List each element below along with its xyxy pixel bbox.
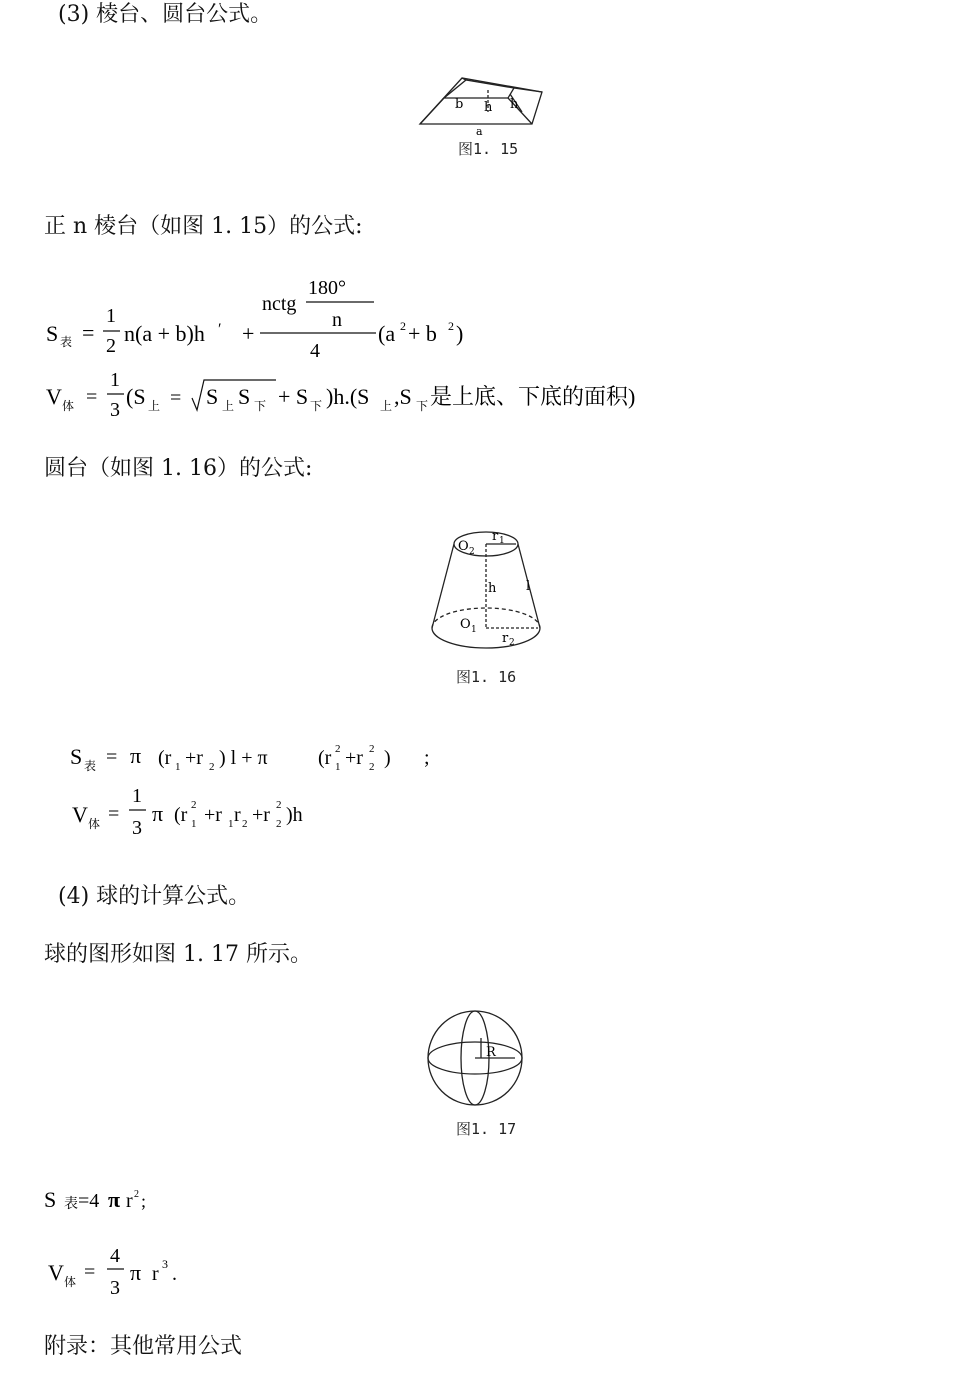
frac-num: 1 bbox=[132, 785, 142, 807]
pi: π bbox=[130, 1260, 142, 1285]
sym-S: S bbox=[46, 321, 59, 346]
plus-b: + b bbox=[408, 321, 437, 346]
r: r bbox=[152, 1263, 159, 1285]
fig17-R: R bbox=[486, 1045, 496, 1060]
sym-V: V bbox=[46, 384, 62, 409]
sub-biao: 表 bbox=[84, 759, 97, 773]
sym-V: V bbox=[72, 802, 88, 827]
sub-1: 1 bbox=[191, 818, 197, 830]
appendix-heading: 附录：其他常用公式 bbox=[44, 1334, 243, 1359]
sub-biao: 表 bbox=[60, 335, 73, 349]
sub-4: 2 bbox=[369, 761, 375, 773]
prism-body: n(a + b)h bbox=[124, 321, 205, 346]
plus-r: +r bbox=[185, 747, 203, 769]
prism-intro-text: 正 n 棱台（如图 1. 15）的公式: bbox=[44, 214, 363, 239]
close-h: )h bbox=[286, 804, 303, 826]
frac-num: 1 bbox=[106, 305, 116, 327]
comma-s: ,S bbox=[394, 384, 412, 409]
close2: ) bbox=[384, 747, 391, 769]
close-h: )h.(S bbox=[326, 384, 370, 409]
frac-den: 2 bbox=[106, 335, 116, 357]
area-note: 是上底、下底的面积) bbox=[430, 384, 636, 409]
prime: ′ bbox=[218, 321, 222, 338]
open-r2: (r bbox=[318, 747, 332, 769]
sub-2: 1 bbox=[228, 818, 234, 830]
sub-3: 2 bbox=[242, 818, 248, 830]
cone-area-formula bbox=[68, 736, 468, 780]
plus-r2: +r bbox=[345, 747, 363, 769]
fig16-o2-sub: 2 bbox=[469, 547, 475, 557]
rad-s1: S bbox=[206, 384, 219, 409]
fig16-o1: O bbox=[460, 617, 471, 632]
rad-sub1: 上 bbox=[222, 399, 235, 413]
top-num: 180° bbox=[308, 277, 346, 299]
sym-S: S bbox=[70, 744, 83, 769]
period: . bbox=[172, 1263, 177, 1285]
sub-4: 2 bbox=[276, 818, 282, 830]
sub-xia2: 下 bbox=[416, 399, 429, 413]
frac-den: 3 bbox=[110, 399, 120, 421]
sym-S: S bbox=[44, 1187, 57, 1212]
sym-V: V bbox=[48, 1260, 64, 1285]
four: 4 bbox=[310, 340, 320, 362]
frac-den: 3 bbox=[110, 1277, 120, 1299]
sup-4: 2 bbox=[276, 799, 282, 811]
plus: + bbox=[242, 321, 255, 346]
figure-1-15 bbox=[410, 68, 550, 164]
fig16-r1-sub: 1 bbox=[499, 536, 505, 546]
eq: = bbox=[86, 386, 98, 408]
sub-shang: 上 bbox=[148, 399, 161, 413]
n-den: n bbox=[332, 309, 342, 331]
fig15-label-a: a bbox=[476, 125, 483, 138]
eq: = bbox=[108, 803, 120, 825]
figure-caption: 图1. 15 bbox=[458, 140, 519, 158]
figure-1-16 bbox=[420, 524, 550, 692]
fig16-r2-sub: 2 bbox=[509, 638, 515, 648]
sub-2: 2 bbox=[209, 761, 215, 773]
open-r: (r bbox=[158, 747, 172, 769]
fig16-o2: O bbox=[458, 539, 469, 554]
fig16-h: h bbox=[488, 581, 497, 596]
section-heading-sphere: (4) 球的计算公式。 bbox=[58, 884, 251, 909]
cone-volume-formula bbox=[70, 782, 370, 844]
figure-caption: 图1. 17 bbox=[456, 1120, 517, 1138]
pi: π bbox=[130, 743, 142, 768]
tail-a: (a bbox=[378, 321, 396, 346]
sup-a: 2 bbox=[400, 319, 406, 333]
figure-caption: 图1. 16 bbox=[456, 668, 517, 686]
sup-3: 2 bbox=[335, 743, 341, 755]
sphere-area-formula bbox=[44, 1184, 204, 1216]
eq: = bbox=[106, 746, 118, 768]
nctg: nctg bbox=[262, 293, 297, 315]
sup: 2 bbox=[134, 1189, 139, 1200]
frustum-cone-diagram bbox=[420, 524, 550, 664]
sup-b: 2 bbox=[448, 319, 454, 333]
fig15-label-b: b bbox=[455, 97, 464, 112]
pi: π bbox=[152, 801, 164, 826]
plus-r: +r bbox=[204, 804, 222, 826]
fig16-l: l bbox=[526, 579, 531, 594]
cone-intro-text: 圆台（如图 1. 16）的公式: bbox=[44, 456, 313, 481]
frac-den: 3 bbox=[132, 817, 142, 839]
semicolon: ; bbox=[424, 747, 430, 769]
sup-1: 2 bbox=[191, 799, 197, 811]
sub-1: 1 bbox=[175, 761, 181, 773]
sub-shang2: 上 bbox=[380, 399, 393, 413]
plus-s: + S bbox=[278, 384, 309, 409]
frac-num: 4 bbox=[110, 1245, 120, 1267]
sub-ti: 体 bbox=[88, 817, 101, 831]
eq: = bbox=[82, 320, 95, 345]
eq: = bbox=[84, 1261, 96, 1283]
prism-area-formula bbox=[44, 266, 504, 366]
r2: r bbox=[234, 804, 241, 826]
pi: π bbox=[108, 1187, 121, 1212]
close-l-pi: ) l + π bbox=[219, 747, 268, 769]
fig15-label-h: h bbox=[484, 100, 493, 115]
sub-3: 1 bbox=[335, 761, 341, 773]
sup: 3 bbox=[162, 1257, 168, 1271]
r: r bbox=[126, 1190, 133, 1212]
plus-r3: +r bbox=[252, 804, 270, 826]
sup-4: 2 bbox=[369, 743, 375, 755]
fig16-r1: r bbox=[492, 529, 499, 544]
sphere-intro-text: 球的图形如图 1. 17 所示。 bbox=[44, 942, 312, 967]
sphere-diagram bbox=[420, 1008, 530, 1114]
open-r: (r bbox=[174, 804, 188, 826]
eq-4: =4 bbox=[78, 1190, 100, 1212]
figure-1-17 bbox=[420, 1008, 530, 1140]
sphere-volume-formula bbox=[46, 1240, 226, 1304]
section-heading-frustum: (3) 棱台、圆台公式。 bbox=[58, 2, 273, 27]
eq2: = bbox=[170, 387, 182, 409]
open-s: (S bbox=[126, 384, 146, 409]
sub-ti: 体 bbox=[62, 399, 75, 413]
close: ) bbox=[456, 321, 464, 346]
semicolon: ; bbox=[141, 1191, 147, 1211]
prism-volume-formula bbox=[44, 366, 684, 426]
rad-sub2: 下 bbox=[254, 399, 267, 413]
sub-ti: 体 bbox=[64, 1275, 77, 1289]
fig16-r2: r bbox=[502, 631, 509, 646]
sub-xia: 下 bbox=[310, 399, 323, 413]
fig16-o1-sub: 1 bbox=[471, 625, 477, 635]
rad-s2: S bbox=[238, 384, 251, 409]
fig15-label-h2: h bbox=[510, 97, 519, 112]
sub-biao: 表 bbox=[64, 1197, 78, 1212]
frac-num: 1 bbox=[110, 369, 120, 391]
